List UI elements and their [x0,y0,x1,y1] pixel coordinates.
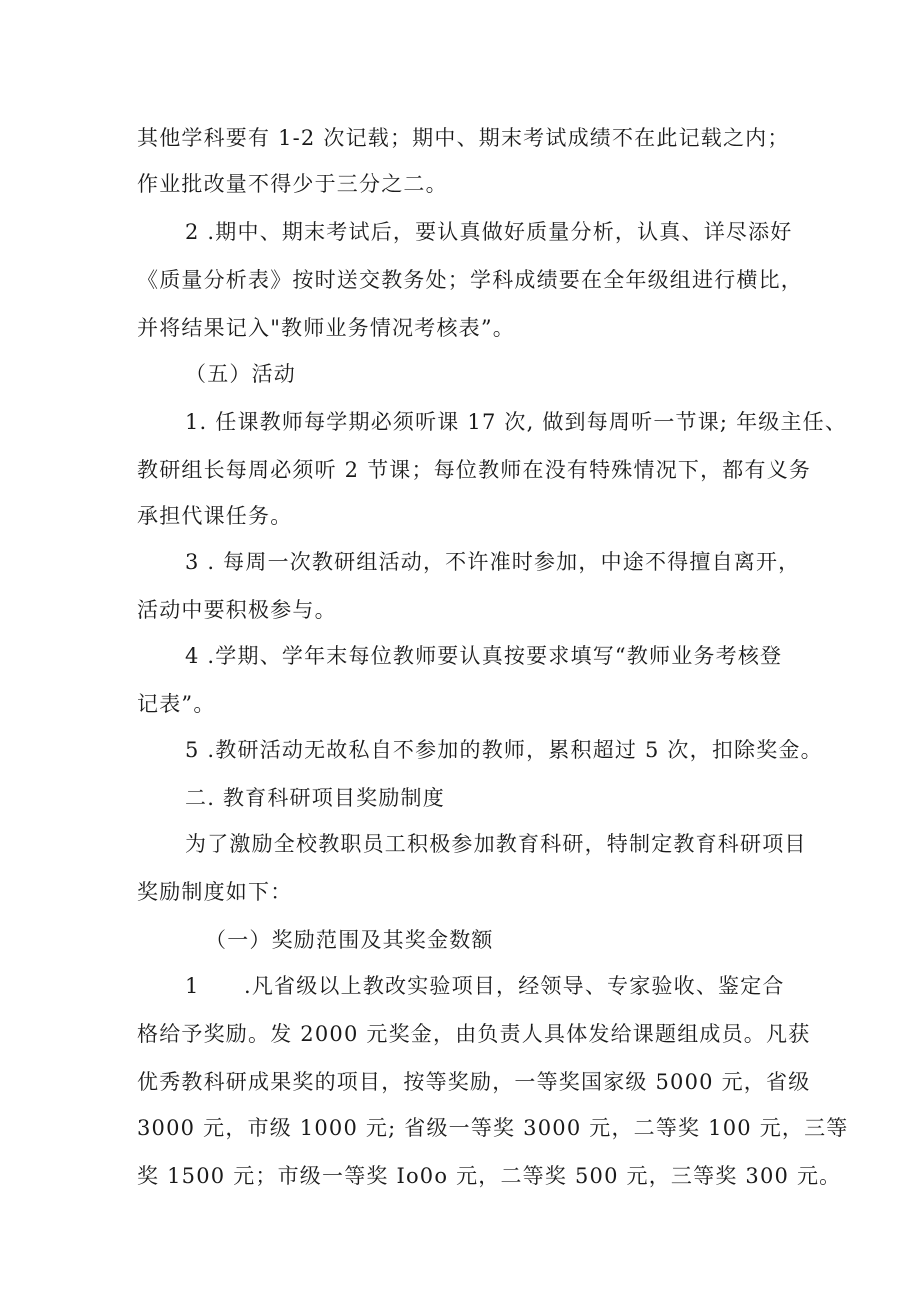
text-line-1: 其他学科要有 1-2 次记载；期中、期末考试成绩不在此记载之内； [137,126,790,150]
paragraph-activity-4-line-2: 记表”。 [137,692,216,716]
paragraph-2-line-3: 并将结果记入"教师业务情况考核表”。 [137,316,515,340]
paragraph-award-1-line-2: 格给予奖励。发 2000 元奖金，由负责人具体发给课题组成员。凡获 [137,1022,811,1046]
paragraph-2-line-2: 《质量分析表》按时送交教务处；学科成绩要在全年级组进行横比， [137,268,803,292]
section-heading-activities: （五）活动 [185,362,296,386]
paragraph-activity-5: 5 .教研活动无故私自不参加的教师，累积超过 5 次，扣除奖金。 [185,738,823,762]
paragraph-activity-1-line-2: 教研组长每周必须听 2 节课；每位教师在没有特殊情况下，都有义务 [137,458,812,482]
subsection-heading-award-scope: （一）奖励范围及其奖金数额 [205,928,494,952]
paragraph-activity-3-line-1: 3 . 每周一次教研组活动，不许准时参加，中途不得擅自离开， [185,550,801,574]
section-heading-research-awards: 二. 教育科研项目奖励制度 [185,786,445,810]
paragraph-award-1-line-5: 奖 1500 元；市级一等奖 Io0o 元，二等奖 500 元，三等奖 300 元。 [137,1164,842,1188]
paragraph-activity-3-line-2: 活动中要积极参与。 [137,598,337,622]
paragraph-2-line-1: 2 .期中、期末考试后，要认真做好质量分析，认真、详尽添好 [185,220,793,244]
paragraph-intro-line-1: 为了激励全校教职员工积极参加教育科研，特制定教育科研项目 [185,832,807,856]
paragraph-award-1-line-3: 优秀教科研成果奖的项目，按等奖励，一等奖国家级 5000 元，省级 [137,1070,811,1094]
paragraph-activity-4-line-1: 4 .学期、学年末每位教师要认真按要求填写“教师业务考核登 [185,644,783,668]
paragraph-activity-1-line-1: 1. 任课教师每学期必须听课 17 次, 做到每周听一节课; 年级主任、 [185,410,848,434]
paragraph-award-1-line-4: 3000 元，市级 1000 元; 省级一等奖 3000 元，二等奖 100 元，三等 [137,1116,849,1140]
paragraph-award-1-line-1: 1 .凡省级以上教改实验项目，经领导、专家验收、鉴定合 [185,974,785,998]
paragraph-activity-1-line-3: 承担代课任务。 [137,504,293,528]
paragraph-intro-line-2: 奖励制度如下： [137,880,293,904]
text-line-2: 作业批改量不得少于三分之二。 [137,172,448,196]
